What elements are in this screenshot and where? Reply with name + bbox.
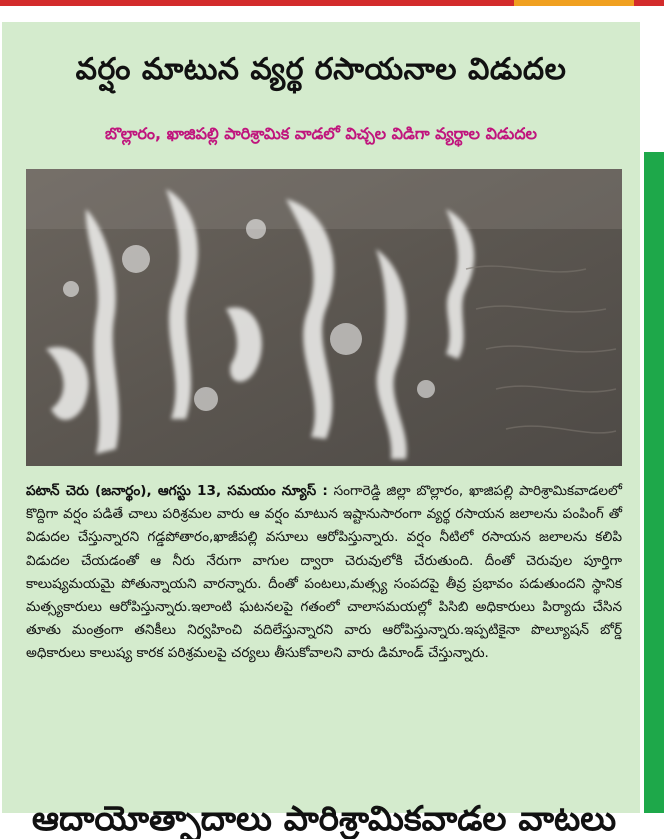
article-subheadline: బొల్లారం, ఖాజిపల్లి పారిశ్రామిక వాడలో విచ్చల విడిగా వ్యర్థాల విడుదల bbox=[105, 124, 537, 143]
article-headline: వర్షం మాటున వ్యర్థ రసాయనాల విడుదల bbox=[75, 52, 567, 87]
news-article bbox=[2, 22, 640, 839]
article-body bbox=[26, 480, 622, 666]
top-color-bar-accent bbox=[514, 0, 634, 6]
article-dateline: పటాన్ చెరు (జనార్థం), ఆగస్టు 13, సమయం న్యూస్ : bbox=[26, 483, 328, 499]
next-article-headline-text: ఆదాయోత్పాదాలు పారిశ్రామికవాడల వాటలు bbox=[31, 799, 617, 839]
side-green-strip bbox=[644, 152, 664, 813]
article-photo bbox=[26, 169, 622, 466]
next-article-headline-cropped bbox=[26, 794, 622, 839]
polluted-water-image bbox=[26, 169, 622, 466]
article-body-text: సంగారెడ్డి జిల్లా బొల్లారం, ఖాజిపల్లి పారిశ్రామికవాడలలో కొద్దిగా వర్షం పడితే చాలు పరిశ్రమల వారు ఆ వర్షం మాటున ఇష్టానుసారంగా వ్యర్థ రసాయన జలాలను పంపింగ్ తో విడుదల చేస్తున్నారని గడ్డపోతారం,ఖాజీపల్లి వసూలు ఆరోపిస్తున్నారు. వర్షం నీటిలో రసాయన జలాలను కలిపి విడుదల చేయడంతో ఆ నీరు నేరుగా వాగుల ద్వారా చెరువులోకి చేరుతుంది. దీంతో చెరువుల పూర్తిగా కాలుష్యమయమై పోతున్నాయని వారన్నారు. దీంతో పంటలు,మత్స్య సంపదపై తీవ్ర ప్రభావం పడుతుందని స్థానిక మత్స్యకారులు ఆరోపిస్తున్నారు.ఇలాంటి ఘటనలపై గతంలో చాలాసమయల్లో పిసిబి అధికారులు పిర్యాదు చేసిన తూతు మంత్రంగా తనికీలు నిర్వహించి వదిలేస్తున్నారని వారు ఆరోపిస్తున్నారు.ఇప్పటికైనా పొల్యూషన్ బోర్డ్ అధికారులు కాలుష్య కారక పరిశ్రమలపై చర్యలు తీసుకోవాలని వారు డిమాండ్ చేస్తున్నారు. bbox=[26, 483, 623, 662]
